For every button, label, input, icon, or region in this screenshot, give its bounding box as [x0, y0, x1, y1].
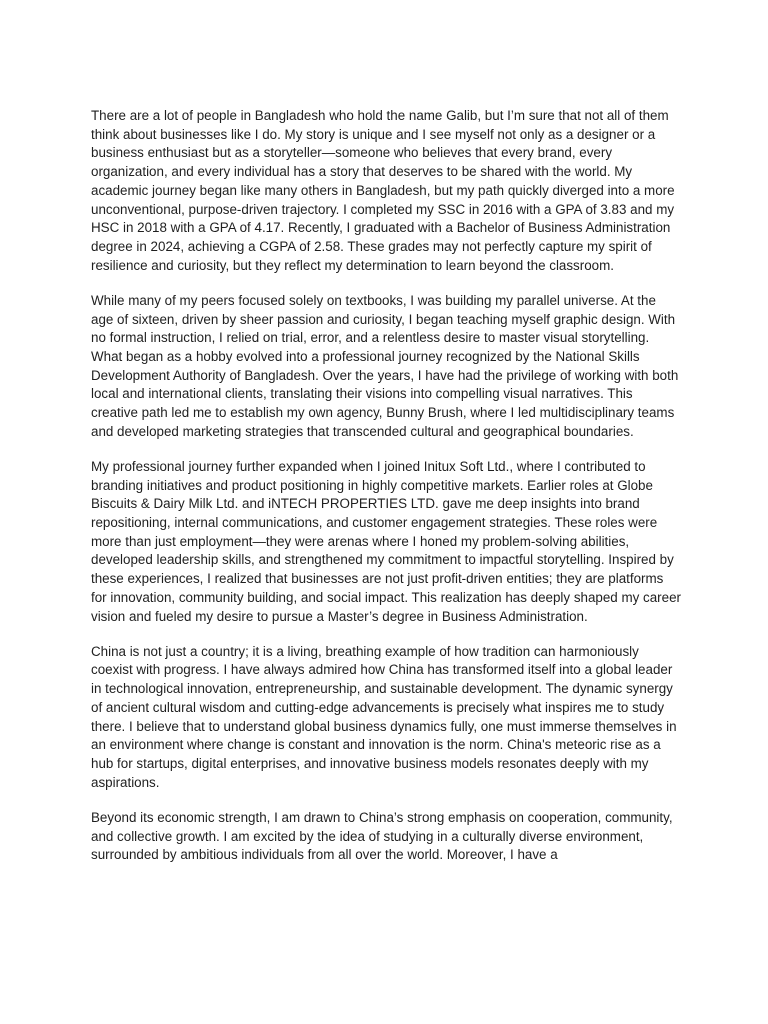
- paragraph-graphic-design: While many of my peers focused solely on textbooks, I was building my parallel universe. At the age of sixteen, driven by sheer passion and curiosity, I began teaching myself graphic design. With no formal instruction, I relied on trial, error, and a relentless desire to master visual storytelling. What began as a hobby evolved into a professional journey recognized by the National Skills Development Authority of Bangladesh. Over the years, I have had the privilege of working with both local and international clients, translating their visions into compelling visual narratives. This creative path led me to establish my own agency, Bunny Brush, where I led multidisciplinary teams and developed marketing strategies that transcended cultural and geographical boundaries.: [91, 292, 679, 439]
- document-body: [91, 107, 681, 882]
- paragraph-professional-journey: My professional journey further expanded when I joined Initux Soft Ltd., where I contributed to branding initiatives and product positioning in highly competitive markets. Earlier roles at Globe Biscuits & Dairy Milk Ltd. and iNTECH PROPERTIES LTD. gave me deep insights into brand repositioning, internal communications, and customer engagement strategies. These roles were more than just employment—they were arenas where I honed my problem-solving abilities, developed leadership skills, and strengthened my commitment to impactful storytelling. Inspired by these experiences, I realized that businesses are not just profit-driven entities; they are platforms for innovation, community building, and social impact. This realization has deeply shaped my career vision and fueled my desire to pursue a Master’s degree in Business Administration.: [91, 458, 681, 624]
- paragraph-cooperation-community: Beyond its economic strength, I am drawn to China’s strong emphasis on cooperation, community, and collective growth. I am excited by the idea of studying in a culturally diverse environment, surrounded by ambitious individuals from all over the world. Moreover, I have a: [91, 809, 673, 863]
- paragraph-academic-background: There are a lot of people in Bangladesh who hold the name Galib, but I’m sure that not all of them think about businesses like I do. My story is unique and I see myself not only as a designer or a business enthusiast but as a storyteller—someone who believes that every brand, every organization, and every individual has a story that deserves to be shared with the world. My academic journey began like many others in Bangladesh, but my path quickly diverged into a more unconventional, purpose-driven trajectory. I completed my SSC in 2016 with a GPA of 3.83 and my HSC in 2018 with a GPA of 4.17. Recently, I graduated with a Bachelor of Business Administration degree in 2024, achieving a CGPA of 2.58. These grades may not perfectly capture my spirit of resilience and curiosity, but they reflect my determination to learn beyond the classroom.: [91, 108, 675, 273]
- paragraph-why-china: China is not just a country; it is a living, breathing example of how tradition can harmoniously coexist with progress. I have always admired how China has transformed itself into a global leader in technological innovation, entrepreneurship, and sustainable development. The dynamic synergy of ancient cultural wisdom and cutting-edge advancements is precisely what inspires me to study there. I believe that to understand global business dynamics fully, one must immerse themselves in an environment where change is constant and innovation is the norm. China's meteoric rise as a hub for startups, digital enterprises, and innovative business models resonates deeply with my aspirations.: [91, 643, 677, 790]
